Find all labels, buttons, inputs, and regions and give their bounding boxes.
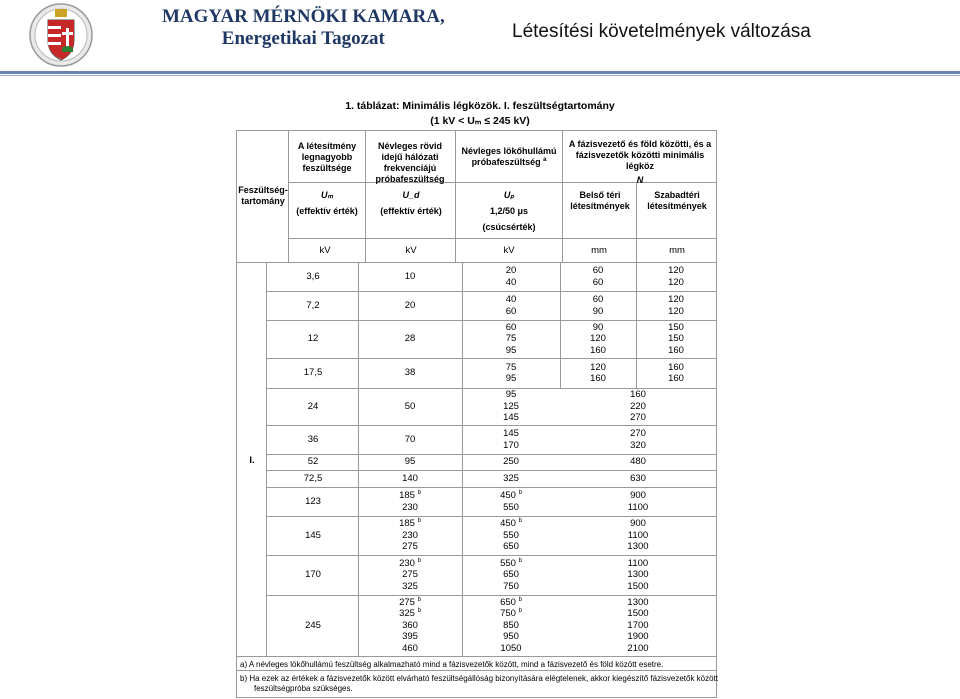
footnote-b-marker: b <box>518 518 522 525</box>
cell-line: 230 <box>402 529 418 541</box>
cell-up <box>464 597 558 655</box>
cell-line: 160 <box>590 373 606 384</box>
cell-um <box>270 401 356 413</box>
cell-line: 160 <box>668 373 684 384</box>
cell-ud <box>360 300 460 312</box>
footnote-b-line-1: b) Ha ezek az értékek a fázisvezetők között elvárható feszültségállóság bizonyítására elégtelenek, akkor kiegészítő fázisvezetők között <box>240 674 719 683</box>
slide-header <box>0 0 960 72</box>
cell-line: 250 <box>503 456 519 468</box>
cell-ud <box>360 558 460 593</box>
cell-line: 60 <box>592 276 604 288</box>
cell-merged <box>562 428 714 451</box>
cell-line: 1700 <box>627 619 649 631</box>
cell-line: 60 <box>592 294 604 305</box>
org-line-2: Energetikai Tagozat <box>221 28 385 49</box>
cell-line: 950 <box>503 631 519 643</box>
cell-line: 1900 <box>627 631 649 643</box>
cell-line: 75 <box>505 333 517 345</box>
header-min-clearance-symbol: N <box>636 175 644 185</box>
cell-line: 325 <box>402 580 418 592</box>
cell-line: 60 <box>592 265 604 276</box>
cell-line: 360 <box>402 619 418 631</box>
cell-line: 1100 <box>627 557 649 569</box>
cell-line: 120 <box>668 305 684 317</box>
cell-line: 50 <box>404 400 416 412</box>
cell-line: 52 <box>307 456 319 468</box>
cell-line: 2100 <box>627 642 649 654</box>
cell-line: 230 <box>402 501 418 513</box>
table-title-line-2: (1 kV < Uₘ ≤ 245 kV) <box>430 115 530 127</box>
cell-line: 650 $^b$ <box>500 596 522 608</box>
header-impulse-voltage <box>458 146 560 168</box>
header-min-clearance <box>565 139 715 186</box>
header-divider-thin <box>0 75 960 76</box>
table-title-line-1: 1. táblázat: Minimális légközök. I. feszültségtartomány <box>345 100 615 112</box>
slide-title: Létesítési követelmények változása <box>512 21 811 42</box>
header-outdoor: Szabadtéri létesítmények <box>647 190 707 211</box>
header-up-sub2: (csúcsérték) <box>482 222 536 232</box>
footnote-b-marker: b <box>518 608 522 615</box>
cell-line: 145 <box>503 428 519 439</box>
cell-line: 1500 <box>627 580 649 592</box>
org-line-1: MAGYAR MÉRNÖKI KAMARA, <box>162 6 445 27</box>
cell-merged <box>562 490 714 513</box>
header-ud-symbol: U_d <box>402 190 420 200</box>
cell-indoor <box>562 265 634 288</box>
header-impulse-voltage-text: Névleges lökőhullámú próbafeszültség <box>461 146 557 167</box>
cell-line: 120 <box>668 265 684 276</box>
cell-indoor <box>562 294 634 317</box>
cell-line: 185 $^b$ <box>399 518 421 530</box>
cell-um <box>270 496 356 508</box>
cell-line: 7,2 <box>306 299 320 311</box>
cell-line: 150 <box>668 333 684 345</box>
cell-line: 120 <box>590 361 606 373</box>
cell-um <box>270 300 356 312</box>
footnote-b-line-2: feszültségpróba szükséges. <box>254 684 353 693</box>
cell-line: 550 <box>503 501 519 513</box>
cell-um <box>270 434 356 446</box>
header-up-symbol: Uₚ <box>503 190 515 200</box>
cell-ud <box>360 490 460 513</box>
cell-line: 480 <box>630 456 646 468</box>
cell-merged <box>562 518 714 553</box>
cell-line: 20 <box>404 299 416 311</box>
unit-um: kV <box>319 245 331 256</box>
cell-um <box>270 271 356 283</box>
cell-um <box>270 620 356 632</box>
cell-line: 60 <box>505 305 517 317</box>
header-um-symbol: Uₘ <box>320 190 334 200</box>
cell-up <box>464 322 558 357</box>
unit-outdoor: mm <box>669 245 685 256</box>
footnote-b-marker: b <box>417 518 421 525</box>
table-title <box>280 99 680 129</box>
cell-um <box>270 367 356 379</box>
header-indoor: Belső téri létesítmények <box>570 190 630 211</box>
cell-outdoor <box>638 362 714 385</box>
range-label: I. <box>249 455 255 466</box>
cell-up <box>464 294 558 317</box>
cell-merged <box>562 473 714 485</box>
cell-line: 550 <box>503 529 519 541</box>
cell-up <box>464 558 558 593</box>
header-min-clearance-text: A fázisvezető és föld közötti, és a fázisvezetők közötti minimális légköz <box>568 139 712 171</box>
cell-line: 160 <box>630 389 646 401</box>
cell-indoor <box>562 362 634 385</box>
cell-line: 275 <box>402 569 418 581</box>
cell-um <box>270 473 356 485</box>
cell-line: 450 $^b$ <box>500 518 522 530</box>
cell-line: 1300 <box>627 596 649 608</box>
footnote-a: a) A névleges lökőhullámú feszültség alkalmazható mind a fázisvezetők között, mind a fázisvezető és föld között esetre. <box>240 660 664 669</box>
cell-line: 28 <box>404 333 416 345</box>
cell-line: 90 <box>592 321 604 333</box>
cell-line: 95 <box>505 373 517 384</box>
cell-merged <box>562 456 714 468</box>
cell-line: 95 <box>505 344 517 356</box>
cell-line: 325 $^b$ <box>399 608 421 620</box>
footnote-b-marker: b <box>518 490 522 496</box>
cell-line: 120 <box>590 333 606 345</box>
cell-ud <box>360 434 460 446</box>
cell-up <box>464 473 558 485</box>
header-ud-sub: (effektív érték) <box>380 206 442 216</box>
cell-line: 1500 <box>627 608 649 620</box>
cell-ud <box>360 401 460 413</box>
cell-um <box>270 530 356 542</box>
cell-line: 1100 <box>627 529 649 541</box>
footnote-b <box>240 674 720 694</box>
cell-line: 275 $^b$ <box>399 596 421 608</box>
cell-line: 450 $^b$ <box>500 490 522 501</box>
mmk-crest-logo <box>26 2 96 68</box>
cell-line: 40 <box>505 276 517 288</box>
header-short-duration-voltage: Névleges rövid idejű hálózati frekvenciájú próbafeszültség <box>375 141 445 184</box>
header-max-voltage: A létesítmény legnagyobb feszültsége <box>297 141 357 173</box>
cell-ud <box>360 473 460 485</box>
cell-ud <box>360 518 460 553</box>
cell-line: 230 $^b$ <box>399 557 421 569</box>
footnote-b-marker: b <box>417 608 421 615</box>
cell-line: 850 <box>503 619 519 631</box>
cell-up <box>464 362 558 385</box>
cell-line: 40 <box>505 294 517 305</box>
cell-outdoor <box>638 294 714 317</box>
cell-up <box>464 428 558 451</box>
footnote-b-marker: b <box>518 557 522 564</box>
cell-merged <box>562 389 714 424</box>
cell-line: 245 <box>305 619 321 631</box>
footnote-b-marker: b <box>518 596 522 603</box>
cell-line: 750 $^b$ <box>500 608 522 620</box>
cell-up <box>464 265 558 288</box>
cell-line: 750 <box>503 580 519 592</box>
cell-indoor <box>562 322 634 357</box>
header-up-sub1: 1,2/50 μs <box>489 206 529 216</box>
cell-line: 38 <box>404 367 416 379</box>
cell-up <box>464 456 558 468</box>
cell-line: 90 <box>592 305 604 317</box>
cell-line: 95 <box>505 389 517 401</box>
cell-line: 650 <box>503 569 519 581</box>
cell-outdoor <box>638 322 714 357</box>
footnote-b-marker: b <box>417 557 421 564</box>
cell-ud <box>360 271 460 283</box>
cell-line: 70 <box>404 433 416 445</box>
cell-line: 900 <box>630 518 646 530</box>
cell-up <box>464 518 558 553</box>
cell-um <box>270 569 356 581</box>
unit-indoor: mm <box>591 245 607 256</box>
cell-line: 123 <box>305 495 321 507</box>
cell-merged <box>562 558 714 593</box>
cell-um <box>270 456 356 468</box>
cell-line: 325 <box>503 472 519 484</box>
cell-line: 150 <box>668 321 684 333</box>
cell-line: 1300 <box>627 541 649 553</box>
cell-ud <box>360 333 460 345</box>
cell-line: 36 <box>307 433 319 445</box>
cell-line: 120 <box>668 294 684 305</box>
cell-line: 460 <box>402 642 418 654</box>
cell-line: 320 <box>630 439 646 451</box>
organization-name <box>162 6 445 50</box>
cell-line: 275 <box>402 541 418 553</box>
cell-up <box>464 389 558 424</box>
cell-ud <box>360 367 460 379</box>
cell-um <box>270 333 356 345</box>
footnote-b-marker: b <box>417 490 421 496</box>
cell-line: 270 <box>630 412 646 424</box>
unit-ud: kV <box>405 245 417 256</box>
cell-line: 160 <box>590 344 606 356</box>
cell-line: 10 <box>404 270 416 282</box>
footnote-b-marker: b <box>417 596 421 603</box>
cell-line: 630 <box>630 472 646 484</box>
cell-line: 145 <box>503 412 519 424</box>
cell-line: 1050 <box>500 642 522 654</box>
cell-line: 12 <box>307 333 319 345</box>
cell-ud <box>360 456 460 468</box>
cell-line: 220 <box>630 400 646 412</box>
cell-line: 1100 <box>627 501 649 513</box>
cell-up <box>464 490 558 513</box>
cell-line: 75 <box>505 361 517 373</box>
cell-outdoor <box>638 265 714 288</box>
header-um-sub: (effektív érték) <box>296 206 358 216</box>
cell-line: 550 $^b$ <box>500 557 522 569</box>
cell-line: 120 <box>668 276 684 288</box>
cell-line: 170 <box>305 569 321 581</box>
cell-line: 1300 <box>627 569 649 581</box>
header-voltage-range: Feszültség-tartomány <box>238 185 288 206</box>
cell-line: 140 <box>402 472 418 484</box>
cell-merged <box>562 597 714 655</box>
cell-line: 160 <box>668 361 684 373</box>
header-divider <box>0 71 960 74</box>
cell-line: 95 <box>404 456 416 468</box>
cell-line: 3,6 <box>306 270 320 282</box>
cell-line: 145 <box>305 529 321 541</box>
cell-line: 17,5 <box>303 367 323 379</box>
cell-line: 650 <box>503 541 519 553</box>
header-ud <box>368 190 454 217</box>
cell-line: 395 <box>402 631 418 643</box>
cell-line: 60 <box>505 321 517 333</box>
unit-up: kV <box>503 245 515 256</box>
header-um <box>291 190 363 217</box>
cell-line: 185 $^b$ <box>399 490 421 501</box>
cell-ud <box>360 597 460 655</box>
cell-line: 24 <box>307 400 319 412</box>
cell-line: 160 <box>668 344 684 356</box>
header-up <box>458 190 560 233</box>
cell-line: 900 <box>630 490 646 501</box>
cell-line: 20 <box>505 265 517 276</box>
cell-line: 270 <box>630 428 646 439</box>
header-impulse-voltage-note: a <box>543 157 547 163</box>
cell-line: 125 <box>503 400 519 412</box>
cell-line: 72,5 <box>303 472 323 484</box>
cell-line: 170 <box>503 439 519 451</box>
